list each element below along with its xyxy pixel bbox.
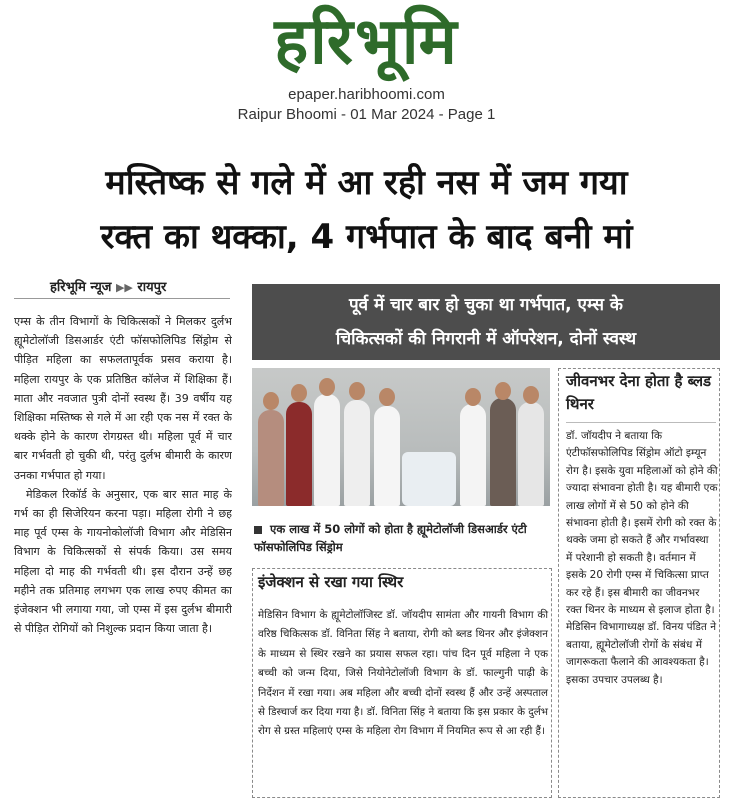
photo-person-head <box>379 388 395 406</box>
photo-person <box>286 402 312 506</box>
body-paragraph-1: एम्स के तीन विभागों के चिकित्सकों ने मिलकर दुर्लभ ह्यूमेटोलॉजी डिसआर्डर एंटी फॉसफोलिपिड सिंड्रोम से पीड़ित महिला का सफलतापूर्वक प्रसव कराया है। महिला रायपुर के एक प्रतिष्ठित कॉलेज में शिक्षिका हैं। माता और नवजात पुत्री दोनों स्वस्थ हैं। 39 वर्षीय यह शिक्षिका मस्तिष्क से गले में आ रही एक नस में रक्त के थक्के होने के कारण रोगग्रस्त थी। महिला पूर्व में चार बार गर्भवती हो चुकी थी, परंतु दुर्लभ बीमारी के कारण उनका गर्भपात हो गया। <box>14 315 232 482</box>
sidebar-body: डॉ. जॉयदीप ने बताया कि एंटीफॉसफोलिपिड सिंड्रोम ऑटो इम्यून रोग है। इसके युवा महिलाओं को होने की ज्यादा संभावना होती है। यह बीमारी एक लाख लोगों में से 50 को होने की संभावना होती है। इसमें रोगी को रक्त के थक्के जमा हो सकते हैं और गर्भावस्था में परेशानी हो सकती है। वर्तमान में इसके 20 रोगी एम्स में चिकित्सा प्राप्त कर रहे हैं। इस बीमारी का जीवनभर रक्त थिनर के माध्यम से इलाज होता है। मेडिसिन विभागाध्यक्ष डॉ. विनय पंडित ने बताया, ह्यूमेटोलॉजी रोगों के संबंध में जागरूकता फैलाने की आवश्यकता है। इसका उपचार उपलब्ध है। <box>566 430 718 686</box>
photo-caption <box>254 520 548 556</box>
photo-person <box>314 394 340 506</box>
byline-arrows-icon: ▶▶ <box>115 281 133 294</box>
photo-caption-text: एक लाख में 50 लोगों को होता है ह्यूमेटोलॉजी डिसआर्डर एंटी फॉसफोलिपिड सिंड्रोम <box>254 522 527 554</box>
photo-person <box>460 404 486 506</box>
photo-person-head <box>291 384 307 402</box>
subheadline-banner <box>252 284 720 360</box>
edition-line: Raipur Bhoomi - 01 Mar 2024 - Page 1 <box>237 106 496 123</box>
photo-person <box>258 410 284 506</box>
photo-person-head <box>349 382 365 400</box>
subheadline-line-2: चिकित्सकों की निगरानी में ऑपरेशन, दोनों स्वस्थ <box>335 329 637 349</box>
photo-person <box>518 402 544 506</box>
byline-city: रायपुर <box>137 280 167 295</box>
photo-person <box>374 406 400 506</box>
caption-bullet-icon <box>254 526 262 534</box>
inset-title: इंजेक्शन से रखा गया स्थिर <box>258 573 404 591</box>
byline <box>50 277 166 295</box>
site-url: epaper.haribhoomi.com <box>288 86 445 103</box>
sidebar-title: जीवनभर देना होता है ब्लड थिनर <box>566 372 712 413</box>
photo-person <box>490 398 516 506</box>
photo-person-head <box>263 392 279 410</box>
headline-line-1: मस्तिष्क से गले में आ रही नस में जम गया <box>105 163 628 203</box>
body-paragraph-2: मेडिकल रिकॉर्ड के अनुसार, एक बार सात माह के गर्भ का ही सिजेरियन करना पड़ा। महिला रोगी ने छह माह पूर्व एम्स के गायनोकोलॉजी विभाग और मेडिसिन विभाग के चिकित्सकों से संपर्क किया। उस समय महिला दो माह की गर्भवती थी। इस दौरान उन्हें छह महीने तक प्रतिमाह लगभग एक लाख रुपए कीमत का इंजेक्शन भी लगाया गया, जो एम्स में इस दुर्लभ बीमारी से पीड़ित रोगियों को निशुल्क प्रदान किया जाता है। <box>14 487 232 636</box>
photo-person-head <box>495 382 511 400</box>
photo-person-head <box>523 386 539 404</box>
byline-source: हरिभूमि न्यूज <box>50 280 112 295</box>
sidebar-rule <box>566 422 716 423</box>
inset-body: मेडिसिन विभाग के ह्यूमेटोलॉजिस्ट डॉ. जॉयदीप सामंता और गायनी विभाग की वरिष्ठ चिकित्सक डॉ. विनिता सिंह ने बताया, रोगी को ब्लड थिनर और इंजेक्शन के माध्यम से स्थिर रखने का प्रयास सफल रहा। पांच दिन पूर्व महिला ने एक बच्ची को जन्म दिया, जिसे नियोनेटोलॉजी विभाग के डॉ. फाल्गुनी पाढ़ी के निर्देशन में रखा गया। अब महिला और बच्ची दोनों स्वस्थ हैं और उन्हें अस्पताल से डिस्चार्ज कर दिया गया है। डॉ. विनिता सिंह ने बताया कि इस प्रकार के दुर्लभ रोग से ग्रस्त महिलाएं एम्स के महिला रोग विभाग में नियमित रूप से आ रही हैं। <box>258 609 548 738</box>
body-column <box>14 312 232 792</box>
headline <box>0 156 733 264</box>
photo-person-head <box>319 378 335 396</box>
headline-line-2: रक्त का थक्का, 4 गर्भपात के बाद बनी मां <box>100 217 633 257</box>
subheadline-line-1: पूर्व में चार बार हो चुका था गर्भपात, एम्स के <box>349 295 623 315</box>
masthead <box>0 0 733 130</box>
doctors-group-photo <box>252 368 550 506</box>
photo-hospital-bed <box>402 452 456 506</box>
haribhoomi-logo: हरिभूमि <box>274 5 459 79</box>
photo-person-head <box>465 388 481 406</box>
photo-person <box>344 400 370 506</box>
byline-rule <box>14 298 230 299</box>
